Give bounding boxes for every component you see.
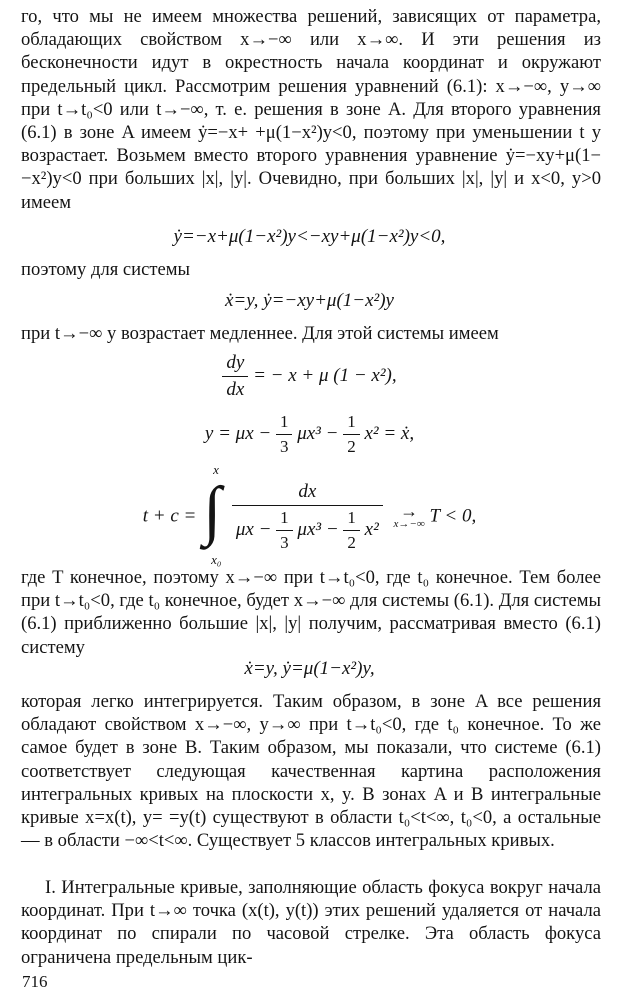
integrand-fraction [232,481,383,553]
fraction-one-half [343,508,360,553]
fraction-one-half [343,412,360,457]
paragraph-4: где T конечное, поэтому x→−∞ при t→t₀<0, где t₀ конечное. Тем более при t→t₀<0, где t₀ конечное, будет x→−∞ для системы (6.1). Для системы (6.1) приближенно большие |x|, |y| получим, рассматривая вместо (6.1) систему [21,567,601,658]
paragraph-5: которая легко интегрируется. Таким образом, в зоне A все решения обладают свойством x→−∞, y→∞ при t→t₀<0, где t₀ конечное. То же самое будет в зоне B. Таким образом, мы показали, что системе (6.1) соответствует следующая качественная картина расположения интегральных кривых на плоскости x, y. В зонах A и B интегральные кривые x=x(t), y= =y(t) существуют в области t₀<t<∞, t₀<0, а остальные — в области −∞<t<∞. Существует 5 классов интегральных кривых. [21,691,601,852]
equation-4 [0,412,619,457]
fraction-numerator: 1 [276,508,293,531]
denominator-part-c: x² [364,518,379,540]
fraction-numerator: 1 [276,412,293,435]
fraction-denominator: 2 [347,533,356,552]
denominator-part-b: μx³ − [297,518,339,540]
integral-upper-bound: x [213,462,219,477]
arrow-icon: → [400,501,419,521]
equation-3-rhs: = − x + μ (1 − x²), [253,364,397,386]
fraction-denominator [232,506,383,553]
equation-5-rhs: T < 0, [429,505,477,527]
fraction-numerator: 1 [343,412,360,435]
fraction-numerator: 1 [343,508,360,531]
paragraph-3: при t→−∞ y возрастает медленнее. Для этой системы имеем [21,323,499,344]
paragraph-1: го, что мы не имеем множества решений, зависящих от параметра, обладающих свойством x→−∞ или x→∞. И эти решения из бесконечности идут в окрестность начала координат и окружают предельный цикл. Рассмотрим решения уравнений (6.1): x→−∞, y→∞ при t→t₀<0 или t→−∞, т. е. решения в зоне A. Для второго уравнения (6.1) в зоне A имеем ẏ=−x+ +μ(1−x²)y<0, поэтому при уменьшении t y возрастает. Возьмем вместо второго уравнения уравнение ẏ=−xy+μ(1− −x²)y<0 при больших |x|, |y|. Очевидно, при больших |x|, |y| и x<0, y>0 имеем [21,6,601,213]
equation-4-part-c: x² = ẋ, [364,422,415,444]
derivative-fraction [222,352,248,401]
fraction-denominator: 3 [280,533,289,552]
equation-1: ẏ=−x+μ(1−x²)y<−xy+μ(1−x²)y<0, [173,226,446,247]
equation-3 [0,352,619,401]
equation-2: ẋ=y, ẏ=−xy+μ(1−x²)y [225,290,394,311]
equation-6: ẋ=y, ẏ=μ(1−x²)y, [244,658,375,679]
page-number: 716 [22,972,48,991]
limit-subscript: x→−∞ [393,518,425,530]
fraction-denominator: 3 [279,437,289,456]
integral-glyph: ∫ [203,474,222,547]
fraction-one-third [276,412,293,457]
fraction-one-third [276,508,293,553]
equation-5 [0,462,619,567]
fraction-numerator: dx [232,481,383,506]
fraction-denominator: 2 [347,437,356,456]
equation-5-lhs: t + c = [142,505,197,527]
paragraph-6: I. Интегральные кривые, заполняющие область фокуса вокруг начала координат. При t→∞ точка (x(t), y(t)) этих решений удаляется от начала координат по спирали по часовой стрелке. Эта область фокуса ограничена предельным цик- [21,877,601,968]
equation-4-part-b: μx³ − [297,422,339,444]
denominator-part-a: μx − [235,518,272,540]
fraction-denominator: dx [226,379,245,400]
paragraph-2: поэтому для системы [21,259,191,280]
integral-sign [201,462,227,567]
limit-arrow [393,501,425,530]
integral-lower-bound: x₀ [211,552,222,567]
fraction-numerator: dy [222,352,248,377]
equation-4-part-a: y = μx − [204,422,272,444]
